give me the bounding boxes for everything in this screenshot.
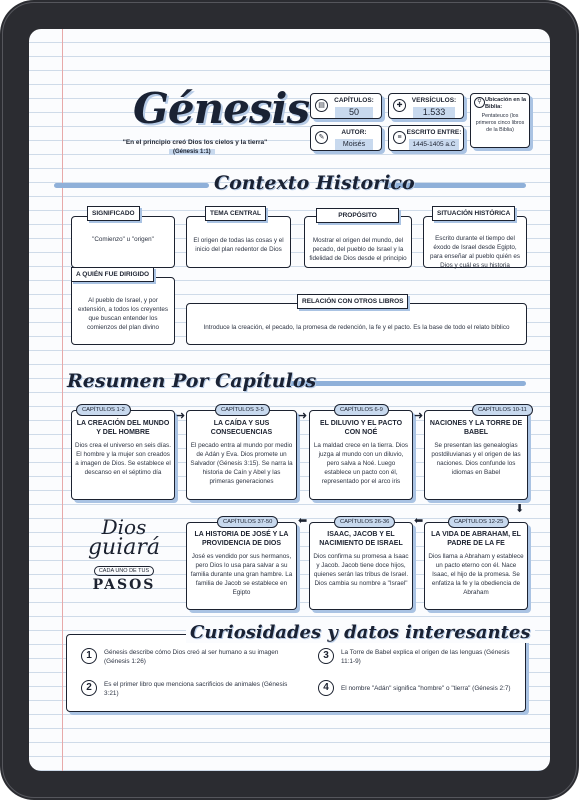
capitulos-value: 50	[335, 107, 374, 118]
chapter-card	[71, 410, 175, 500]
info-autor	[310, 125, 382, 151]
chapter-tag: CAPÍTULOS 37-50	[217, 516, 278, 528]
versiculos-value: 1.533	[413, 107, 455, 118]
relacion-text: Introduce la creación, el pecado, la promesa de redención, la fe y el pacto. Es la base de todo el relato bíblico	[203, 324, 510, 331]
info-capitulos	[310, 93, 382, 119]
chapter-tag: CAPÍTULOS 10-11	[472, 404, 533, 416]
relacion-tag: RELACIÓN CON OTROS LIBROS	[297, 294, 408, 309]
significado-tag: SIGNIFICADO	[87, 206, 140, 221]
number-badge: 4	[318, 680, 334, 696]
section-underline	[288, 381, 526, 386]
chapter-title: LA HISTORIA DE JOSÉ Y LA PROVIDENCIA DE DIOS	[194, 531, 289, 547]
scroll-icon: ≡	[393, 131, 406, 144]
autor-label: AUTOR:	[341, 129, 367, 136]
proposito-card	[304, 216, 412, 268]
significado-card	[71, 216, 175, 268]
chapter-card	[186, 522, 297, 610]
dirigido-card	[71, 277, 175, 345]
chapter-title: ISAAC, JACOB Y EL NACIMIENTO DE ISRAEL	[319, 531, 403, 547]
arrow-right-icon: ➜	[176, 410, 186, 422]
chapter-title: EL DILUVIO Y EL PACTO CON NOÉ	[319, 420, 403, 436]
tema-text: El origen de todas las cosas y el inicio del plan redentor de Dios	[193, 237, 284, 253]
contexto-title: Contexto Historico	[214, 172, 415, 194]
chapter-text: El pecado entra al mundo por medio de Adán y Eva. Dios promete un Salvador (Génesis 3:15). Se narra la historia de Caín y Abel y las primeras generaciones	[190, 442, 293, 485]
escrito-label: ESCRITO ENTRE:	[406, 129, 462, 136]
significado-text: "Comienzo" u "origen"	[92, 236, 154, 243]
chapter-tag: CAPÍTULOS 3-5	[215, 404, 270, 416]
chapter-text: José es vendido por sus hermanos, pero Dios lo usa para salvar a su familia durante una gran hambre. La familia de Jacob se establece en Egipto	[190, 553, 293, 596]
header-quote-ref: (Génesis 1:1)	[169, 149, 215, 155]
tema-tag: TEMA CENTRAL	[205, 206, 266, 221]
chapter-title: LA CREACIÓN DEL MUNDO Y DEL HOMBRE	[76, 420, 170, 436]
curiosidades-title: Curiosidades y datos interesantes	[186, 622, 535, 643]
chapter-text: Dios confirma su promesa a Isaac y Jacob. Jacob tiene doce hijos, quienes serán las tribus de Israel. Dios cambia su nombre a "Israel"	[313, 553, 409, 587]
chapter-title: LA CAÍDA Y SUS CONSECUENCIAS	[210, 420, 273, 436]
number-badge: 3	[318, 648, 334, 664]
decor-line-4: PASOS	[92, 577, 156, 593]
escrito-value: 1445-1405 a.C	[409, 139, 459, 150]
ubicacion-label: Ubicación en la Biblia:	[485, 97, 527, 110]
decor-line-3: CADA UNO DE TUS	[94, 566, 154, 576]
decor-line-1: Dios	[101, 515, 147, 539]
quill-icon: ✎	[315, 131, 328, 144]
chapter-text: La maldad crece en la tierra. Dios juzga al mundo con un diluvio, pero salva a Noé. Luego establece un pacto con él, representado por el arco iris	[313, 442, 409, 485]
chapter-text: Dios llama a Abraham y establece un pacto eterno con él. Nace Isaac, el hijo de la promesa. Se enfatiza la fe y la obediencia de Abraham	[428, 553, 524, 596]
ubicacion-value: Pentateuco (los primeros cinco libros de la Biblia)	[475, 113, 525, 133]
chapter-tag: CAPÍTULOS 1-2	[76, 404, 131, 416]
proposito-text: Mostrar el origen del mundo, del pecado, del pueblo de Israel y la fidelidad de Dios desde el principio	[309, 237, 407, 262]
autor-value: Moisés	[335, 139, 374, 150]
curiosidad-text: Es el primer libro que menciona sacrificios de animales (Génesis 3:21)	[104, 681, 288, 697]
chapter-card	[309, 522, 413, 610]
capitulos-label: CAPÍTULOS:	[334, 97, 374, 104]
chapter-tag: CAPÍTULOS 6-9	[334, 404, 389, 416]
section-underline	[54, 183, 209, 188]
info-ubicacion	[470, 93, 530, 148]
situacion-text: Escrito durante el tiempo del éxodo de Israel desde Egipto, para enseñar al pueblo quién es Dios y cuál es su historia	[430, 235, 520, 269]
dirigido-text: Al pueblo de Israel, y por extensión, a todos los creyentes que buscan entender los comienzos del plan divino	[78, 297, 168, 331]
decor-lettering	[79, 517, 169, 594]
chapter-text: Se presentan las genealogías postdiluvianas y el origen de las naciones. Dios confunde los idiomas en Babel	[431, 442, 521, 476]
curiosidad-text: El nombre "Adán" significa "hombre" o "tierra" (Génesis 2:7)	[341, 685, 511, 692]
arrow-left-icon: ⬅	[414, 515, 424, 527]
notes-page	[29, 29, 550, 771]
curiosidad-text: La Torre de Babel explica el origen de las lenguas (Génesis 11:1-9)	[341, 649, 510, 665]
chapter-title: LA VIDA DE ABRAHAM, EL PADRE DE LA FE	[431, 531, 521, 547]
arrow-right-icon: ➜	[298, 410, 308, 422]
chapter-title: NACIONES Y LA TORRE DE BABEL	[429, 420, 523, 436]
number-badge: 2	[81, 680, 97, 696]
chapter-card	[309, 410, 413, 500]
curiosidades-card	[66, 634, 526, 712]
situacion-tag: SITUACIÓN HISTÓRICA	[432, 206, 515, 221]
resumen-title: Resumen Por Capítulos	[67, 370, 317, 392]
tema-card	[186, 216, 291, 268]
info-versiculos	[388, 93, 464, 119]
chapter-tag: CAPÍTULOS 12-25	[448, 516, 509, 528]
curiosidad-text: Génesis describe cómo Dios creó al ser humano a su imagen (Génesis 1:26)	[104, 649, 279, 665]
decor-line-2: guiará	[87, 535, 161, 560]
chapter-tag: CAPÍTULOS 26-36	[334, 516, 395, 528]
header-quote: "En el principio creó Dios los cielos y la tierra"	[122, 139, 268, 146]
versiculos-label: VERSÍCULOS:	[411, 97, 457, 104]
chapter-text: Dios crea el universo en seis días. El hombre y la mujer son creados a imagen de Dios. Se establece el descanso en el séptimo día	[75, 442, 171, 476]
arrow-left-icon: ⬅	[298, 515, 308, 527]
arrow-down-icon: ⬇	[515, 503, 525, 515]
dirigido-tag: A QUIÉN FUE DIRIGIDO	[71, 267, 154, 282]
page-title: Génesis	[133, 84, 310, 133]
chapter-card	[424, 410, 528, 500]
book-icon: ▤	[315, 99, 328, 112]
chapter-card	[186, 410, 297, 500]
number-badge: 1	[81, 648, 97, 664]
proposito-tag: PROPÓSITO	[316, 208, 399, 223]
relacion-card	[186, 303, 527, 345]
info-escrito	[388, 125, 464, 151]
magnifier-icon: ⚲	[474, 97, 485, 108]
situacion-card	[423, 216, 527, 268]
bible-icon: ✚	[393, 99, 406, 112]
page-margin-line	[62, 29, 63, 771]
arrow-right-icon: ➜	[414, 410, 424, 422]
chapter-card	[424, 522, 528, 610]
